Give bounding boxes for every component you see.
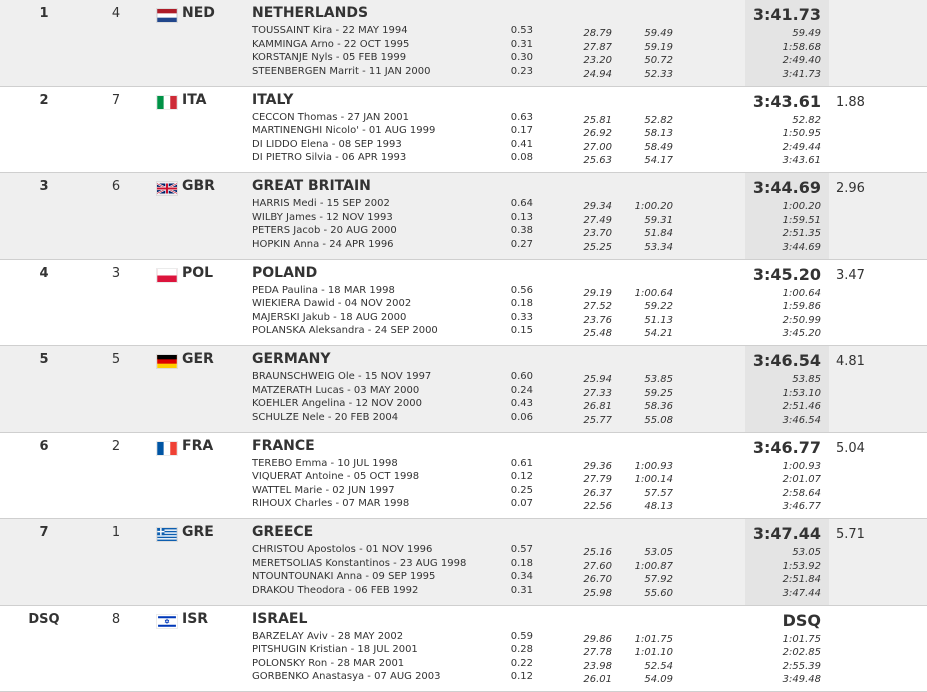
split-100m: 1:00.87 bbox=[620, 560, 673, 574]
reaction-time: 0.30 bbox=[500, 51, 533, 65]
split-50m: 23.70 bbox=[570, 227, 612, 241]
cumulative-time: 2:51.84 bbox=[745, 573, 821, 587]
cumulative-time: 2:01.07 bbox=[745, 473, 821, 487]
reaction-time: 0.63 bbox=[500, 111, 533, 125]
swimmer-name[interactable]: KOEHLER Angelina - 12 NOV 2000 bbox=[252, 397, 431, 411]
split-100m: 57.57 bbox=[620, 487, 673, 501]
cumulative-time: 2:49.40 bbox=[745, 54, 821, 68]
swimmer-list bbox=[252, 111, 435, 165]
reaction-time: 0.53 bbox=[500, 24, 533, 38]
split-50m: 24.94 bbox=[570, 68, 612, 82]
split-50m: 26.01 bbox=[570, 673, 612, 687]
reaction-time: 0.08 bbox=[500, 151, 533, 165]
lane: 5 bbox=[104, 352, 128, 367]
swimmer-name[interactable]: WATTEL Marie - 02 JUN 1997 bbox=[252, 484, 419, 498]
swimmer-name[interactable]: PEDA Paulina - 18 MAR 1998 bbox=[252, 284, 438, 298]
reaction-time: 0.23 bbox=[500, 65, 533, 79]
splits-50m bbox=[570, 114, 612, 168]
time-behind: 2.96 bbox=[836, 181, 865, 196]
reaction-time: 0.60 bbox=[500, 370, 533, 384]
splits-100m bbox=[620, 287, 673, 341]
split-50m: 27.60 bbox=[570, 560, 612, 574]
team-row bbox=[0, 433, 927, 520]
cumulative-time: 1:59.51 bbox=[745, 214, 821, 228]
time-behind: 4.81 bbox=[836, 354, 865, 369]
swimmer-list bbox=[252, 370, 431, 424]
split-50m: 23.76 bbox=[570, 314, 612, 328]
swimmer-name[interactable]: HARRIS Medi - 15 SEP 2002 bbox=[252, 197, 397, 211]
final-time: 3:44.69 bbox=[745, 178, 821, 197]
swimmer-name[interactable]: CECCON Thomas - 27 JAN 2001 bbox=[252, 111, 435, 125]
time-behind: 3.47 bbox=[836, 268, 865, 283]
cumulative-time: 2:51.35 bbox=[745, 227, 821, 241]
team-row bbox=[0, 346, 927, 433]
cumulative-time: 2:58.64 bbox=[745, 487, 821, 501]
reaction-times bbox=[500, 543, 533, 597]
swimmer-name[interactable]: MAJERSKI Jakub - 18 AUG 2000 bbox=[252, 311, 438, 325]
reaction-time: 0.57 bbox=[500, 543, 533, 557]
cumulative-time: 3:49.48 bbox=[745, 673, 821, 687]
reaction-time: 0.18 bbox=[500, 297, 533, 311]
cumulative-times bbox=[745, 460, 821, 514]
split-100m: 59.25 bbox=[620, 387, 673, 401]
time-behind: 5.04 bbox=[836, 441, 865, 456]
team-name[interactable]: FRANCE bbox=[252, 438, 315, 454]
reaction-times bbox=[500, 24, 533, 78]
cumulative-time: 1:58.68 bbox=[745, 41, 821, 55]
reaction-time: 0.27 bbox=[500, 238, 533, 252]
final-time: 3:43.61 bbox=[745, 92, 821, 111]
cumulative-time: 59.49 bbox=[745, 27, 821, 41]
rank: 4 bbox=[0, 266, 88, 281]
reaction-time: 0.15 bbox=[500, 324, 533, 338]
cumulative-time: 1:53.92 bbox=[745, 560, 821, 574]
country-code: GRE bbox=[182, 524, 214, 540]
final-time: 3:41.73 bbox=[745, 5, 821, 24]
team-row bbox=[0, 606, 927, 692]
swimmer-name[interactable]: TEREBO Emma - 10 JUL 1998 bbox=[252, 457, 419, 471]
split-50m: 26.92 bbox=[570, 127, 612, 141]
split-100m: 57.92 bbox=[620, 573, 673, 587]
split-100m: 48.13 bbox=[620, 500, 673, 514]
team-name[interactable]: GERMANY bbox=[252, 351, 330, 367]
swimmer-name[interactable]: WIEKIERA Dawid - 04 NOV 2002 bbox=[252, 297, 438, 311]
reaction-time: 0.59 bbox=[500, 630, 533, 644]
cumulative-times bbox=[745, 633, 821, 687]
swimmer-name[interactable]: RIHOUX Charles - 07 MAR 1998 bbox=[252, 497, 419, 511]
reaction-time: 0.31 bbox=[500, 584, 533, 598]
split-50m: 23.98 bbox=[570, 660, 612, 674]
split-100m: 55.08 bbox=[620, 414, 673, 428]
reaction-time: 0.18 bbox=[500, 557, 533, 571]
cumulative-time: 2:51.46 bbox=[745, 400, 821, 414]
split-50m: 22.56 bbox=[570, 500, 612, 514]
split-50m: 25.63 bbox=[570, 154, 612, 168]
split-100m: 52.54 bbox=[620, 660, 673, 674]
split-50m: 27.33 bbox=[570, 387, 612, 401]
lane: 6 bbox=[104, 179, 128, 194]
final-time: DSQ bbox=[745, 611, 821, 630]
country-code: ISR bbox=[182, 611, 208, 627]
splits-50m bbox=[570, 546, 612, 600]
final-time: 3:46.54 bbox=[745, 351, 821, 370]
split-50m: 26.37 bbox=[570, 487, 612, 501]
split-50m: 25.98 bbox=[570, 587, 612, 601]
splits-100m bbox=[620, 633, 673, 687]
split-50m: 29.36 bbox=[570, 460, 612, 474]
swimmer-list bbox=[252, 284, 438, 338]
split-50m: 25.25 bbox=[570, 241, 612, 255]
split-50m: 29.19 bbox=[570, 287, 612, 301]
cumulative-time: 3:47.44 bbox=[745, 587, 821, 601]
country-code: GBR bbox=[182, 178, 215, 194]
reaction-times bbox=[500, 630, 533, 684]
cumulative-time: 1:50.95 bbox=[745, 127, 821, 141]
swimmer-list bbox=[252, 24, 431, 78]
gbr-flag-icon bbox=[157, 182, 177, 195]
cumulative-time: 3:43.61 bbox=[745, 154, 821, 168]
split-50m: 27.79 bbox=[570, 473, 612, 487]
swimmer-list bbox=[252, 197, 397, 251]
reaction-times bbox=[500, 284, 533, 338]
split-100m: 58.36 bbox=[620, 400, 673, 414]
reaction-time: 0.41 bbox=[500, 138, 533, 152]
splits-50m bbox=[570, 200, 612, 254]
splits-100m bbox=[620, 373, 673, 427]
gre-flag-icon bbox=[157, 528, 177, 541]
cumulative-time: 3:44.69 bbox=[745, 241, 821, 255]
reaction-time: 0.33 bbox=[500, 311, 533, 325]
team-name[interactable]: NETHERLANDS bbox=[252, 5, 368, 21]
lane: 2 bbox=[104, 439, 128, 454]
cumulative-times bbox=[745, 546, 821, 600]
split-100m: 54.21 bbox=[620, 327, 673, 341]
cumulative-time: 53.05 bbox=[745, 546, 821, 560]
split-50m: 25.77 bbox=[570, 414, 612, 428]
reaction-time: 0.13 bbox=[500, 211, 533, 225]
reaction-time: 0.07 bbox=[500, 497, 533, 511]
final-time: 3:47.44 bbox=[745, 524, 821, 543]
rank: DSQ bbox=[0, 612, 88, 627]
team-name[interactable]: GREECE bbox=[252, 524, 313, 540]
split-50m: 25.81 bbox=[570, 114, 612, 128]
isr-flag-icon bbox=[157, 615, 177, 628]
split-50m: 26.81 bbox=[570, 400, 612, 414]
cumulative-time: 1:00.64 bbox=[745, 287, 821, 301]
reaction-time: 0.24 bbox=[500, 384, 533, 398]
swimmer-name[interactable]: PITSHUGIN Kristian - 18 JUL 2001 bbox=[252, 643, 441, 657]
reaction-time: 0.64 bbox=[500, 197, 533, 211]
reaction-time: 0.12 bbox=[500, 470, 533, 484]
reaction-time: 0.38 bbox=[500, 224, 533, 238]
cumulative-time: 53.85 bbox=[745, 373, 821, 387]
swimmer-name[interactable]: BARZELAY Aviv - 28 MAY 2002 bbox=[252, 630, 441, 644]
swimmer-list bbox=[252, 543, 466, 597]
team-row bbox=[0, 173, 927, 260]
split-100m: 55.60 bbox=[620, 587, 673, 601]
swimmer-list bbox=[252, 630, 441, 684]
cumulative-time: 52.82 bbox=[745, 114, 821, 128]
splits-50m bbox=[570, 373, 612, 427]
split-100m: 53.85 bbox=[620, 373, 673, 387]
split-100m: 51.13 bbox=[620, 314, 673, 328]
splits-100m bbox=[620, 546, 673, 600]
team-name[interactable]: ISRAEL bbox=[252, 611, 307, 627]
swimmer-list bbox=[252, 457, 419, 511]
split-100m: 1:00.64 bbox=[620, 287, 673, 301]
split-100m: 52.82 bbox=[620, 114, 673, 128]
ita-flag-icon bbox=[157, 96, 177, 109]
split-100m: 59.19 bbox=[620, 41, 673, 55]
split-50m: 25.94 bbox=[570, 373, 612, 387]
split-100m: 59.22 bbox=[620, 300, 673, 314]
swimmer-name[interactable]: HOPKIN Anna - 24 APR 1996 bbox=[252, 238, 397, 252]
cumulative-time: 2:55.39 bbox=[745, 660, 821, 674]
split-100m: 1:00.93 bbox=[620, 460, 673, 474]
split-100m: 59.31 bbox=[620, 214, 673, 228]
reaction-time: 0.12 bbox=[500, 670, 533, 684]
swimmer-name[interactable]: VIQUERAT Antoine - 05 OCT 1998 bbox=[252, 470, 419, 484]
team-row bbox=[0, 260, 927, 347]
swimmer-name[interactable]: STEENBERGEN Marrit - 11 JAN 2000 bbox=[252, 65, 431, 79]
country-code: GER bbox=[182, 351, 214, 367]
pol-flag-icon bbox=[157, 269, 177, 282]
cumulative-times bbox=[745, 287, 821, 341]
cumulative-time: 1:01.75 bbox=[745, 633, 821, 647]
team-row bbox=[0, 0, 927, 87]
split-100m: 58.49 bbox=[620, 141, 673, 155]
rank: 5 bbox=[0, 352, 88, 367]
split-100m: 1:01.10 bbox=[620, 646, 673, 660]
split-100m: 53.05 bbox=[620, 546, 673, 560]
split-50m: 29.34 bbox=[570, 200, 612, 214]
swimmer-name[interactable]: WILBY James - 12 NOV 1993 bbox=[252, 211, 397, 225]
split-100m: 50.72 bbox=[620, 54, 673, 68]
reaction-time: 0.56 bbox=[500, 284, 533, 298]
cumulative-times bbox=[745, 373, 821, 427]
rank: 2 bbox=[0, 93, 88, 108]
swimmer-name[interactable]: MARTINENGHI Nicolo' - 01 AUG 1999 bbox=[252, 124, 435, 138]
cumulative-time: 1:59.86 bbox=[745, 300, 821, 314]
reaction-time: 0.61 bbox=[500, 457, 533, 471]
splits-100m bbox=[620, 460, 673, 514]
split-50m: 27.87 bbox=[570, 41, 612, 55]
swimmer-name[interactable]: POLANSKA Aleksandra - 24 SEP 2000 bbox=[252, 324, 438, 338]
fra-flag-icon bbox=[157, 442, 177, 455]
ned-flag-icon bbox=[157, 9, 177, 22]
split-100m: 54.09 bbox=[620, 673, 673, 687]
reaction-time: 0.22 bbox=[500, 657, 533, 671]
country-code: POL bbox=[182, 265, 213, 281]
lane: 7 bbox=[104, 93, 128, 108]
swimmer-name[interactable]: KORSTANJE Nyls - 05 FEB 1999 bbox=[252, 51, 431, 65]
split-50m: 27.78 bbox=[570, 646, 612, 660]
cumulative-time: 2:02.85 bbox=[745, 646, 821, 660]
team-name[interactable]: ITALY bbox=[252, 92, 293, 108]
lane: 8 bbox=[104, 612, 128, 627]
ger-flag-icon bbox=[157, 355, 177, 368]
rank: 7 bbox=[0, 525, 88, 540]
reaction-time: 0.28 bbox=[500, 643, 533, 657]
time-behind: 1.88 bbox=[836, 95, 865, 110]
cumulative-time: 1:00.93 bbox=[745, 460, 821, 474]
team-name[interactable]: POLAND bbox=[252, 265, 317, 281]
team-row bbox=[0, 87, 927, 174]
splits-50m bbox=[570, 287, 612, 341]
swimmer-name[interactable]: CHRISTOU Apostolos - 01 NOV 1996 bbox=[252, 543, 466, 557]
cumulative-time: 3:46.77 bbox=[745, 500, 821, 514]
swimmer-name[interactable]: GORBENKO Anastasya - 07 AUG 2003 bbox=[252, 670, 441, 684]
final-time: 3:45.20 bbox=[745, 265, 821, 284]
split-50m: 26.70 bbox=[570, 573, 612, 587]
splits-50m bbox=[570, 633, 612, 687]
reaction-time: 0.25 bbox=[500, 484, 533, 498]
swimmer-name[interactable]: DI PIETRO Silvia - 06 APR 1993 bbox=[252, 151, 435, 165]
team-row bbox=[0, 519, 927, 606]
lane: 1 bbox=[104, 525, 128, 540]
reaction-times bbox=[500, 197, 533, 251]
cumulative-time: 3:46.54 bbox=[745, 414, 821, 428]
split-50m: 27.49 bbox=[570, 214, 612, 228]
swimmer-name[interactable]: POLONSKY Ron - 28 MAR 2001 bbox=[252, 657, 441, 671]
country-code: FRA bbox=[182, 438, 213, 454]
split-100m: 1:00.20 bbox=[620, 200, 673, 214]
split-100m: 53.34 bbox=[620, 241, 673, 255]
reaction-times bbox=[500, 457, 533, 511]
split-100m: 52.33 bbox=[620, 68, 673, 82]
split-50m: 23.20 bbox=[570, 54, 612, 68]
splits-100m bbox=[620, 114, 673, 168]
split-50m: 27.52 bbox=[570, 300, 612, 314]
splits-100m bbox=[620, 200, 673, 254]
rank: 3 bbox=[0, 179, 88, 194]
cumulative-time: 2:50.99 bbox=[745, 314, 821, 328]
cumulative-time: 2:49.44 bbox=[745, 141, 821, 155]
cumulative-times bbox=[745, 27, 821, 81]
swimmer-name[interactable]: DRAKOU Theodora - 06 FEB 1992 bbox=[252, 584, 466, 598]
cumulative-time: 1:53.10 bbox=[745, 387, 821, 401]
reaction-time: 0.43 bbox=[500, 397, 533, 411]
lane: 4 bbox=[104, 6, 128, 21]
cumulative-times bbox=[745, 200, 821, 254]
final-time: 3:46.77 bbox=[745, 438, 821, 457]
splits-50m bbox=[570, 27, 612, 81]
country-code: ITA bbox=[182, 92, 207, 108]
swimmer-name[interactable]: SCHULZE Nele - 20 FEB 2004 bbox=[252, 411, 431, 425]
reaction-time: 0.34 bbox=[500, 570, 533, 584]
team-name[interactable]: GREAT BRITAIN bbox=[252, 178, 371, 194]
reaction-time: 0.06 bbox=[500, 411, 533, 425]
split-100m: 51.84 bbox=[620, 227, 673, 241]
split-50m: 25.16 bbox=[570, 546, 612, 560]
split-50m: 29.86 bbox=[570, 633, 612, 647]
reaction-times bbox=[500, 370, 533, 424]
swimmer-name[interactable]: MERETSOLIAS Konstantinos - 23 AUG 1998 bbox=[252, 557, 466, 571]
cumulative-time: 1:00.20 bbox=[745, 200, 821, 214]
split-50m: 28.79 bbox=[570, 27, 612, 41]
rank: 1 bbox=[0, 6, 88, 21]
split-100m: 1:01.75 bbox=[620, 633, 673, 647]
split-100m: 59.49 bbox=[620, 27, 673, 41]
split-100m: 58.13 bbox=[620, 127, 673, 141]
split-50m: 25.48 bbox=[570, 327, 612, 341]
swimmer-name[interactable]: KAMMINGA Arno - 22 OCT 1995 bbox=[252, 38, 431, 52]
cumulative-time: 3:41.73 bbox=[745, 68, 821, 82]
rank: 6 bbox=[0, 439, 88, 454]
lane: 3 bbox=[104, 266, 128, 281]
reaction-times bbox=[500, 111, 533, 165]
swimmer-name[interactable]: MATZERATH Lucas - 03 MAY 2000 bbox=[252, 384, 431, 398]
time-behind: 5.71 bbox=[836, 527, 865, 542]
splits-50m bbox=[570, 460, 612, 514]
split-100m: 54.17 bbox=[620, 154, 673, 168]
reaction-time: 0.17 bbox=[500, 124, 533, 138]
swimmer-name[interactable]: PETERS Jacob - 20 AUG 2000 bbox=[252, 224, 397, 238]
splits-100m bbox=[620, 27, 673, 81]
swimmer-name[interactable]: NTOUNTOUNAKI Anna - 09 SEP 1995 bbox=[252, 570, 466, 584]
split-50m: 27.00 bbox=[570, 141, 612, 155]
reaction-time: 0.31 bbox=[500, 38, 533, 52]
cumulative-time: 3:45.20 bbox=[745, 327, 821, 341]
swimmer-name[interactable]: BRAUNSCHWEIG Ole - 15 NOV 1997 bbox=[252, 370, 431, 384]
country-code: NED bbox=[182, 5, 215, 21]
swimmer-name[interactable]: TOUSSAINT Kira - 22 MAY 1994 bbox=[252, 24, 431, 38]
swimmer-name[interactable]: DI LIDDO Elena - 08 SEP 1993 bbox=[252, 138, 435, 152]
split-100m: 1:00.14 bbox=[620, 473, 673, 487]
cumulative-times bbox=[745, 114, 821, 168]
